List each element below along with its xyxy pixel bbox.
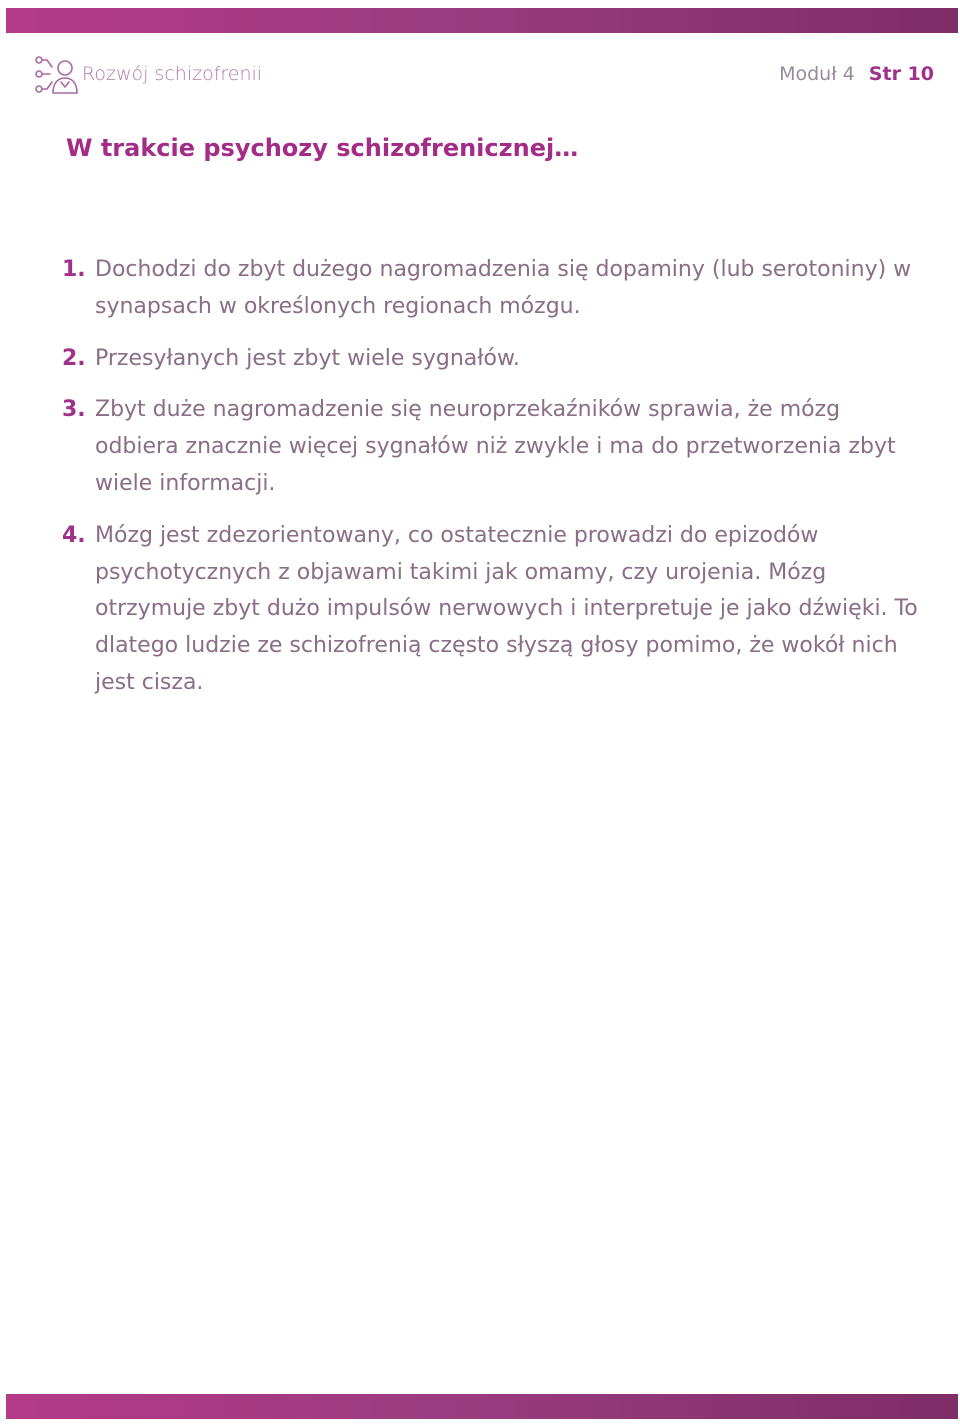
step-number: 3.: [62, 397, 86, 423]
step-text: Dochodzi do zbyt dużego nagromadzenia się dopaminy (lub serotoniny) w synapsach w określonych regionach mózgu.: [95, 257, 912, 319]
steps-list: [62, 252, 924, 717]
page-header: [34, 55, 934, 95]
page-number: Str 10: [868, 63, 934, 85]
step-text: Przesyłanych jest zbyt wiele sygnałów.: [95, 345, 520, 371]
step-text: Mózg jest zdezorientowany, co ostatecznie prowadzi do epizodów psychotycznych z objawami takimi jak omamy, czy urojenia. Mózg otrzymuje zbyt dużo impulsów nerwowych i interpretuje je jako dźwięki. To dlatego ludzie ze schizofrenią często słyszą głosy pomimo, że wokół nich jest cisza.: [95, 522, 918, 695]
step-number: 4.: [62, 522, 86, 548]
person-network-icon: [34, 55, 80, 95]
step-number: 1.: [62, 257, 86, 282]
list-item: [62, 392, 924, 502]
course-title: Rozwój schizofrenii: [82, 63, 263, 85]
bottom-accent-bar: [6, 1394, 958, 1419]
top-accent-bar: [6, 8, 958, 33]
list-item: [62, 518, 924, 702]
module-label: Moduł 4: [779, 63, 855, 85]
page-info: [779, 63, 934, 85]
step-number: 2.: [62, 345, 86, 371]
list-item: [62, 341, 924, 378]
list-item: [62, 252, 924, 326]
section-heading: W trakcie psychozy schizofrenicznej…: [66, 134, 579, 162]
step-text: Zbyt duże nagromadzenie się neuroprzekaźników sprawia, że mózg odbiera znacznie więcej sygnałów niż zwykle i ma do przetworzenia zbyt wiele informacji.: [95, 397, 896, 496]
